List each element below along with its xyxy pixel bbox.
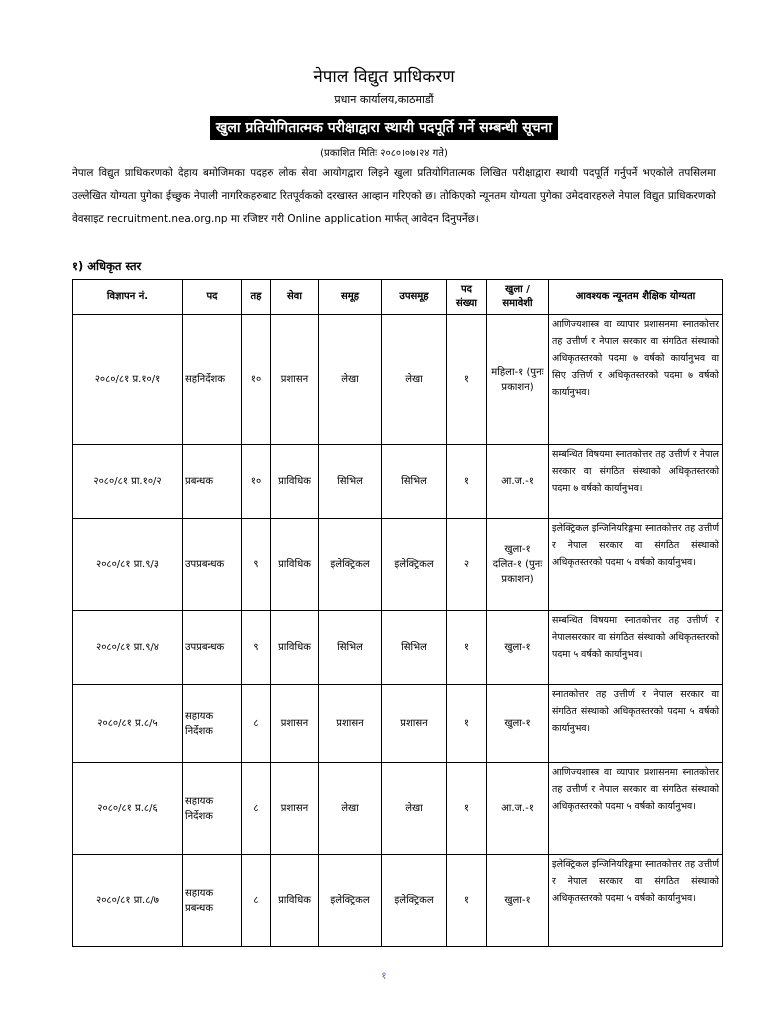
- cell-group: सिभिल: [319, 611, 382, 685]
- cell-subgroup: लेखा: [382, 763, 447, 855]
- cell-open-inclusive: महिला-१ (पुनः प्रकाशन): [487, 315, 549, 445]
- cell-subgroup: सिभिल: [382, 611, 447, 685]
- cell-service: प्राविधिक: [271, 611, 319, 685]
- cell-post: सहायक निर्देशक: [183, 685, 242, 763]
- cell-level: १०: [242, 315, 271, 445]
- cell-service: प्राविधिक: [271, 855, 319, 947]
- cell-level: ९: [242, 611, 271, 685]
- header-ad-no: विज्ञापन नं.: [73, 280, 183, 315]
- table-row: [73, 519, 723, 611]
- header-service: सेवा: [271, 280, 319, 315]
- header-count: पद संख्या: [447, 280, 487, 315]
- cell-level: ८: [242, 763, 271, 855]
- cell-level: १०: [242, 445, 271, 519]
- cell-service: प्रशासन: [271, 685, 319, 763]
- section-heading: १) अधिकृत स्तर: [72, 259, 142, 273]
- table-row: [73, 445, 723, 519]
- vacancy-table: [72, 279, 723, 947]
- cell-qualification: स्नातकोत्तर तह उत्तीर्ण र नेपाल सरकार वा संगठित संस्थाको अधिकृतस्तरको पदमा ५ वर्षको कार्यानुभव।: [549, 685, 723, 763]
- cell-ad-no: २०८०/८१ प्र.१०/१: [73, 315, 183, 445]
- table-header-row: [73, 280, 723, 315]
- cell-group: इलेक्ट्रिकल: [319, 519, 382, 611]
- cell-open-inclusive: खुला-१: [487, 685, 549, 763]
- page-number: १: [381, 971, 387, 982]
- cell-group: प्रशासन: [319, 685, 382, 763]
- table-row: [73, 611, 723, 685]
- cell-level: ८: [242, 685, 271, 763]
- notice-title: खुला प्रतियोगितात्मक परीक्षाद्वारा स्थायी पदपूर्ति गर्ने सम्बन्धी सूचना: [210, 116, 558, 140]
- cell-group: लेखा: [319, 315, 382, 445]
- cell-ad-no: २०८०/८१ प्रा.९/३: [73, 519, 183, 611]
- cell-open-inclusive: खुला-१ दलित-१ (पुनः प्रकाशन): [487, 519, 549, 611]
- cell-post: सहायक निर्देशक: [183, 763, 242, 855]
- cell-post: उपप्रबन्धक: [183, 611, 242, 685]
- cell-service: प्राविधिक: [271, 445, 319, 519]
- cell-post: उपप्रबन्धक: [183, 519, 242, 611]
- cell-group: इलेक्ट्रिकल: [319, 855, 382, 947]
- cell-qualification: इलेक्ट्रिकल इन्जिनियरिङ्गमा स्नातकोत्तर तह उत्तीर्ण र नेपाल सरकार वा संगठित संस्थाको अधिकृतस्तरको पदमा ५ वर्षको कार्यानुभव।: [549, 519, 723, 611]
- intro-paragraph: नेपाल विद्युत प्राधिकरणको देहाय बमोजिमका पदहरु लोक सेवा आयोगद्वारा लिइने खुला प्रतियोगितात्मक लिखित परीक्षाद्वारा स्थायी पदपूर्ति गर्नुपर्ने भएकोले तपसिलमा उल्लेखित योग्यता पुगेका ईच्छुक नेपाली नागरिकहरुबाट रितपूर्वकको दरखास्त आव्हान गरिएको छ। तोकिएको न्यूनतम योग्यता पुगेका उमेदवारहरुले नेपाल विद्युत प्राधिकरणको वेवसाइट recruitment.nea.org.np मा रजिष्टर गरी Online application मार्फत् आवेदन दिनुपर्नेछ।: [72, 167, 716, 225]
- cell-open-inclusive: खुला-१: [487, 855, 549, 947]
- cell-ad-no: २०८०/८१ प्र.८/५: [73, 685, 183, 763]
- cell-level: ९: [242, 519, 271, 611]
- header-subgroup: उपसमूह: [382, 280, 447, 315]
- cell-subgroup: इलेक्ट्रिकल: [382, 519, 447, 611]
- notice-banner: [0, 116, 768, 140]
- cell-ad-no: २०८०/८१ प्र.८/६: [73, 763, 183, 855]
- table-row: [73, 315, 723, 445]
- table-row: [73, 855, 723, 947]
- cell-group: सिभिल: [319, 445, 382, 519]
- cell-ad-no: २०८०/८१ प्रा.१०/२: [73, 445, 183, 519]
- cell-open-inclusive: आ.ज.-१: [487, 763, 549, 855]
- cell-qualification: सम्बन्धित विषयमा स्नातकोत्तर तह उत्तीर्ण र नेपाल सरकार वा संगठित संस्थाको अधिकृतस्तरको पदमा ७ वर्षको कार्यानुभव।: [549, 445, 723, 519]
- cell-service: प्रशासन: [271, 315, 319, 445]
- cell-count: १: [447, 445, 487, 519]
- cell-count: १: [447, 315, 487, 445]
- cell-service: प्रशासन: [271, 763, 319, 855]
- cell-qualification: आणिज्यशास्त्र वा व्यापार प्रशासनमा स्नातकोत्तर तह उत्तीर्ण र नेपाल सरकार वा संगठित संस्थाको अधिकृतस्तरको पदमा ५ वर्षको कार्यानुभव।: [549, 763, 723, 855]
- cell-subgroup: इलेक्ट्रिकल: [382, 855, 447, 947]
- cell-service: प्राविधिक: [271, 519, 319, 611]
- cell-count: १: [447, 763, 487, 855]
- office-subtitle: प्रधान कार्यालय,काठमाडौं: [334, 93, 434, 106]
- cell-level: ८: [242, 855, 271, 947]
- table-row: [73, 763, 723, 855]
- table-row: [73, 685, 723, 763]
- cell-group: लेखा: [319, 763, 382, 855]
- cell-count: १: [447, 685, 487, 763]
- cell-qualification: सम्बन्धित विषयमा स्नातकोत्तर तह उत्तीर्ण र नेपालसरकार वा संगठित संस्थाको अधिकृतस्तरको पदमा ५ वर्षको कार्यानुभव।: [549, 611, 723, 685]
- header-qualification: आवश्यक न्यूनतम शैक्षिक योग्यता: [549, 280, 723, 315]
- cell-post: सहनिर्देशक: [183, 315, 242, 445]
- cell-subgroup: लेखा: [382, 315, 447, 445]
- cell-qualification: इलेक्ट्रिकल इन्जिनियरिङ्गमा स्नातकोत्तर तह उत्तीर्ण र नेपाल सरकार वा संगठित संस्थाको अधिकृतस्तरको पदमा ५ वर्षको कार्यानुभव।: [549, 855, 723, 947]
- published-date: (प्रकाशित मितिः २०८०।०७।२४ गते): [320, 148, 448, 159]
- cell-subgroup: प्रशासन: [382, 685, 447, 763]
- header-group: समूह: [319, 280, 382, 315]
- cell-ad-no: २०८०/८१ प्रा.८/७: [73, 855, 183, 947]
- cell-open-inclusive: खुला-१: [487, 611, 549, 685]
- cell-count: १: [447, 855, 487, 947]
- cell-count: २: [447, 519, 487, 611]
- cell-count: १: [447, 611, 487, 685]
- header-post: पद: [183, 280, 242, 315]
- cell-qualification: आणिज्यशास्त्र वा व्यापार प्रशासनमा स्नातकोत्तर तह उत्तीर्ण र नेपाल सरकार वा संगठित संस्थाको अधिकृतस्तरको पदमा ७ वर्षको कार्यानुभव वा सिए उत्तिर्ण र अधिकृतस्तरको पदमा ७ वर्षको कार्यानुभव।: [549, 315, 723, 445]
- organization-title: नेपाल विद्युत प्राधिकरण: [313, 67, 455, 87]
- cell-post: प्रबन्धक: [183, 445, 242, 519]
- cell-post: सहायक प्रबन्धक: [183, 855, 242, 947]
- cell-ad-no: २०८०/८१ प्रा.९/४: [73, 611, 183, 685]
- header-level: तह: [242, 280, 271, 315]
- cell-open-inclusive: आ.ज.-१: [487, 445, 549, 519]
- header-open-inclusive: खुला / समावेशी: [487, 280, 549, 315]
- cell-subgroup: सिभिल: [382, 445, 447, 519]
